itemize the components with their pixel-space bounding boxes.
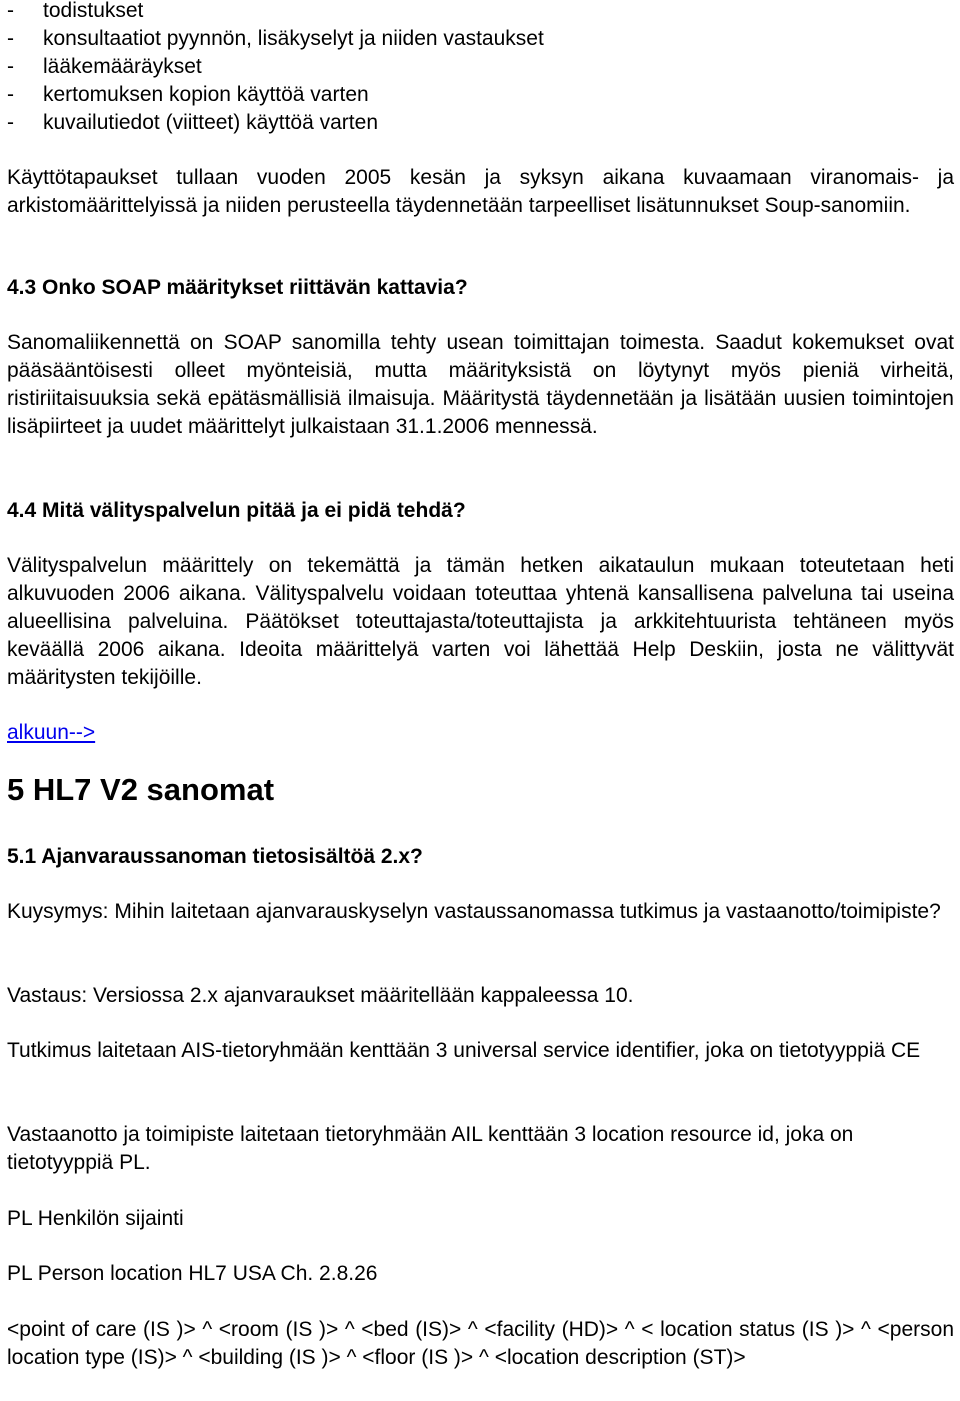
paragraph-point-of-care: <point of care (IS )> ^ <room (IS )> ^ <bed (IS)> ^ <facility (HD)> ^ < location status (IS )> ^ <person location type (IS)> ^ <building (IS )> ^ <floor (IS )> ^ <location description (ST)> <box>7 1318 954 1369</box>
list-item <box>7 81 544 109</box>
list-item <box>7 0 544 25</box>
heading-5: 5 HL7 V2 sanomat <box>7 772 275 807</box>
heading-4-4: 4.4 Mitä välityspalvelun pitää ja ei pidä tehdä? <box>7 499 466 522</box>
list-item-text: todistukset <box>43 0 144 22</box>
list-dash: - <box>7 27 14 50</box>
paragraph-kayttotapaukset: Käyttötapaukset tullaan vuoden 2005 kesän ja syksyn aikana kuvaamaan viranomais- ja arkistomäärittelyissä ja niiden perusteella täydennetään tarpeelliset lisätunnukset Soup-sanomiin. <box>7 166 954 217</box>
paragraph-pl-henkilon: PL Henkilön sijainti <box>7 1207 184 1230</box>
list-item-text: lääkemääräykset <box>43 55 202 78</box>
heading-4-3: 4.3 Onko SOAP määritykset riittävän kattavia? <box>7 276 468 299</box>
paragraph-valityspalvelu: Välityspalvelun määrittely on tekemättä ja tämän hetken aikataulun mukaan toteutetaan heti alkuvuoden 2006 aikana. Välityspalvelu voidaan toteuttaa yhtenä kansallisena palveluna tai useina alueellisina palveluina. Päätökset toteuttajasta/toteuttajista ja arkkitehtuurista tehtäneen myös keväällä 2006 aikana. Ideoita määrittelyä varten voi lähettää Help Deskiin, josta ne välittyvät määritysten tekijöille. <box>7 554 954 689</box>
list-item-text: kertomuksen kopion käyttöä varten <box>43 83 369 106</box>
paragraph-tutkimus: Tutkimus laitetaan AIS-tietoryhmään kenttään 3 universal service identifier, joka on tietotyyppiä CE <box>7 1039 921 1062</box>
list-item <box>7 109 544 137</box>
list-dash: - <box>7 55 14 78</box>
list-item <box>7 53 544 81</box>
list-item <box>7 25 544 53</box>
back-to-top-link[interactable]: alkuun--> <box>7 721 96 744</box>
list-item-text: konsultaatiot pyynnön, lisäkyselyt ja niiden vastaukset <box>43 27 544 50</box>
paragraph-kuysymys: Kuysymys: Mihin laitetaan ajanvarauskyselyn vastaussanomassa tutkimus ja vastaanotto/toimipiste? <box>7 900 941 923</box>
list-dash: - <box>7 111 14 134</box>
list-dash: - <box>7 0 14 22</box>
list-dash: - <box>7 83 14 106</box>
paragraph-pl-person: PL Person location HL7 USA Ch. 2.8.26 <box>7 1262 378 1285</box>
heading-5-1: 5.1 Ajanvaraussanoman tietosisältöä 2.x? <box>7 845 423 868</box>
paragraph-vastaus: Vastaus: Versiossa 2.x ajanvaraukset määritellään kappaleessa 10. <box>7 984 634 1007</box>
paragraph-soap: Sanomaliikennettä on SOAP sanomilla tehty usean toimittajan toimesta. Saadut kokemukset ovat pääsääntöisesti olleet myönteisiä, mutta määrityksistä on löytynyt myös pieniä virheitä, ristiriitaisuuksia sekä epätäsmällisiä ilmaisuja. Määritystä täydennetään ja lisätään uusien toimintojen lisäpiirteet ja uudet määrittelyt julkaistaan 31.1.2006 mennessä. <box>7 331 954 438</box>
paragraph-vastaanotto: Vastaanotto ja toimipiste laitetaan tietoryhmään AIL kenttään 3 location resource id, joka on tietotyyppiä PL. <box>7 1123 854 1174</box>
bullet-list <box>7 0 544 137</box>
list-item-text: kuvailutiedot (viitteet) käyttöä varten <box>43 111 378 134</box>
